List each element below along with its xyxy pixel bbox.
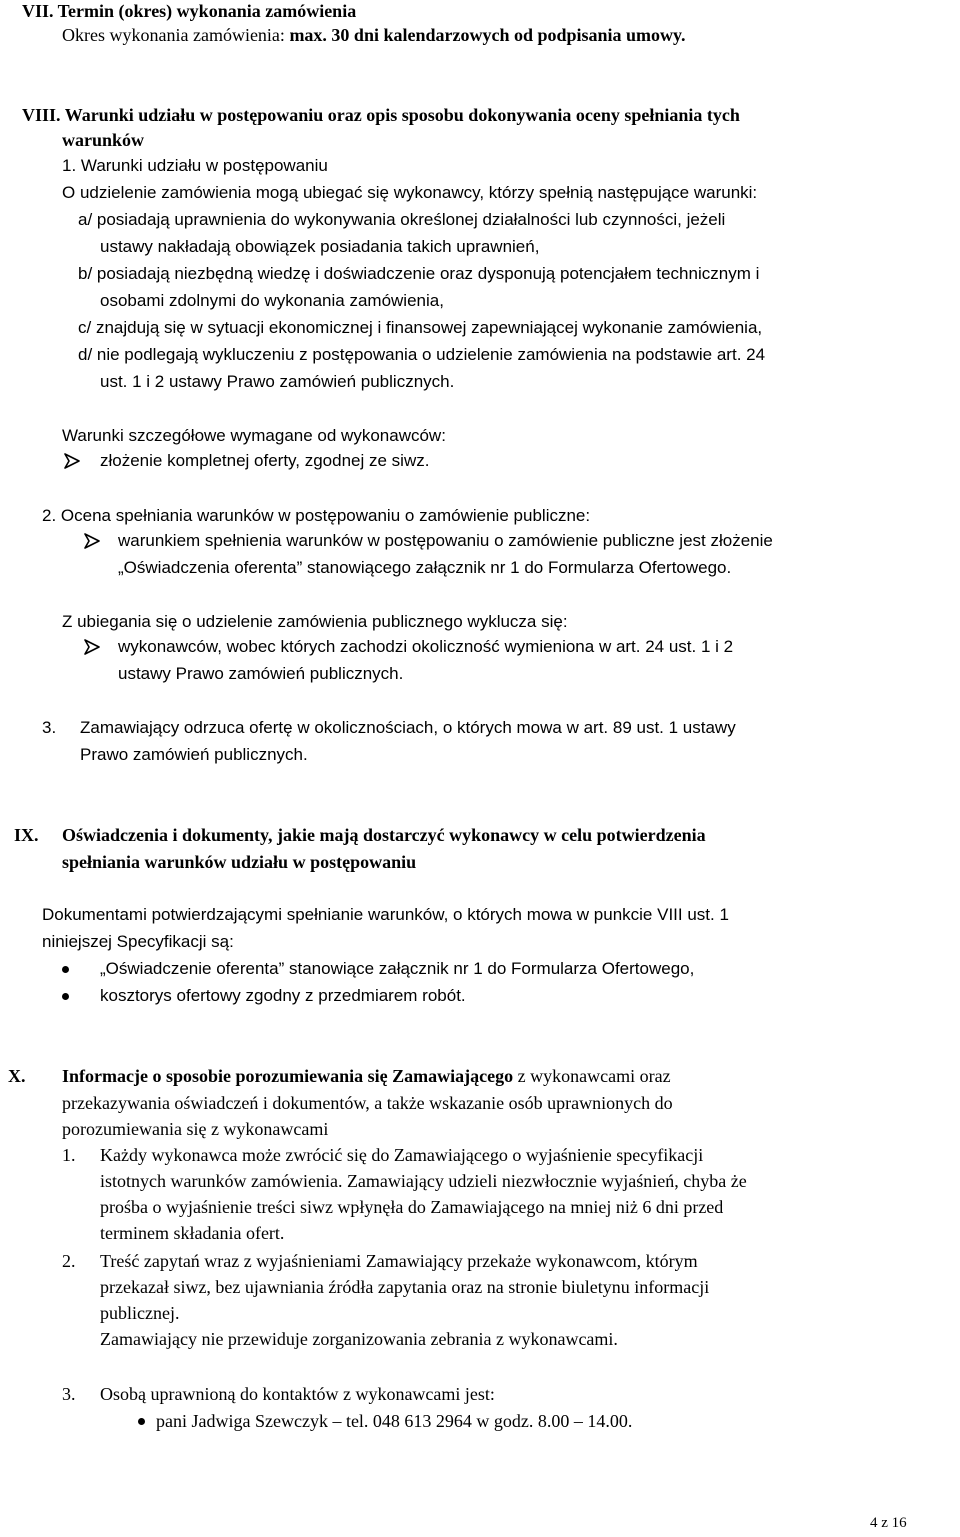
section-vii-line [62, 24, 686, 46]
section-x-number: X. [8, 1066, 26, 1086]
ix-item-1: „Oświadczenie oferenta” stanowiące załącznik nr 1 do Formularza Ofertowego, [100, 959, 695, 978]
page-number: 4 z 16 [870, 1515, 907, 1531]
viii-condition-b-1: b/ posiadają niezbędną wiedzę i doświadczenie oraz dysponują potencjałem technicznym i [78, 264, 760, 283]
section-x-heading-3: porozumiewania się z wykonawcami [62, 1119, 329, 1139]
x-contact: pani Jadwiga Szewczyk – tel. 048 613 2964 w godz. 8.00 – 14.00. [156, 1411, 633, 1431]
viii-point-3-line-1: Zamawiający odrzuca ofertę w okolicznościach, o których mowa w art. 89 ust. 1 ustawy [80, 718, 736, 737]
arrow-bullet-icon [84, 533, 100, 549]
section-x-heading-rest: z wykonawcami oraz [513, 1066, 671, 1086]
ix-text-1: Dokumentami potwierdzającymi spełnianie warunków, o których mowa w punkcie VIII ust. 1 [42, 905, 729, 924]
bullet-icon [62, 993, 69, 1000]
bullet-icon [62, 966, 69, 973]
viii-condition-b-2: osobami zdolnymi do wykonania zamówienia, [100, 291, 444, 310]
x-point-3-text: Osobą uprawnioną do kontaktów z wykonawcami jest: [100, 1384, 495, 1404]
viii-exclusion-item-1: wykonawców, wobec których zachodzi okoliczność wymieniona w art. 24 ust. 1 i 2 [118, 637, 734, 656]
x-point-1-number: 1. [62, 1145, 76, 1165]
x-point-1-line-2: istotnych warunków zamówienia. Zamawiający udzieli niezwłocznie wyjaśnień, chyba że [100, 1171, 747, 1191]
bullet-icon [138, 1418, 145, 1425]
vii-line-value: max. 30 dni kalendarzowych od podpisania umowy. [289, 25, 686, 45]
x-point-2-number: 2. [62, 1251, 76, 1271]
ix-item-2: kosztorys ofertowy zgodny z przedmiarem robót. [100, 986, 466, 1005]
x-point-2-line-3: publicznej. [100, 1303, 180, 1323]
viii-point-1-intro: O udzielenie zamówienia mogą ubiegać się wykonawcy, którzy spełnią następujące warunki: [62, 183, 758, 202]
viii-point-3-number: 3. [42, 718, 57, 737]
section-ix-number: IX. [14, 825, 39, 845]
section-ix-heading-2: spełniania warunków udziału w postępowaniu [62, 852, 417, 872]
viii-point-2-title: 2. Ocena spełniania warunków w postępowaniu o zamówienie publiczne: [42, 506, 591, 525]
viii-condition-d-2: ust. 1 i 2 ustawy Prawo zamówień publicznych. [100, 372, 455, 391]
viii-point-2-item-1: warunkiem spełnienia warunków w postępowaniu o zamówienie publiczne jest złożenie [118, 531, 773, 550]
viii-exclusion-item-2: ustawy Prawo zamówień publicznych. [118, 664, 404, 683]
x-point-1-line-4: terminem składania ofert. [100, 1223, 285, 1243]
x-point-2-line-2: przekazał siwz, bez ujawniania źródła zapytania oraz na stronie biuletynu informacji [100, 1277, 710, 1297]
x-point-1-line-1: Każdy wykonawca może zwrócić się do Zamawiającego o wyjaśnienie specyfikacji [100, 1145, 704, 1165]
section-x-heading-1 [62, 1065, 671, 1087]
section-viii-heading-1: VIII. Warunki udziału w postępowaniu oraz opis sposobu dokonywania oceny spełniania tych [22, 105, 740, 125]
viii-point-1-title: 1. Warunki udziału w postępowaniu [62, 156, 328, 175]
section-viii-heading-2: warunków [62, 130, 145, 150]
viii-condition-c: c/ znajdują się w sytuacji ekonomicznej i finansowej zapewniającej wykonanie zamówienia, [78, 318, 763, 337]
x-point-1-line-3: prośba o wyjaśnienie treści siwz wpłynęła do Zamawiającego na mniej niż 6 dni przed [100, 1197, 724, 1217]
x-point-2-line-4: Zamawiający nie przewiduje zorganizowania zebrania z wykonawcami. [100, 1329, 618, 1349]
viii-condition-a-2: ustawy nakładają obowiązek posiadania takich uprawnień, [100, 237, 540, 256]
arrow-bullet-icon [84, 639, 100, 655]
arrow-bullet-icon [64, 453, 80, 469]
viii-condition-a-1-text: a/ posiadają uprawnienia do wykonywania określonej działalności lub czynności, jeżeli [78, 210, 726, 229]
viii-condition-d-1: d/ nie podlegają wykluczeniu z postępowania o udzielenie zamówienia na podstawie art. 24 [78, 345, 766, 364]
section-x-heading-2: przekazywania oświadczeń i dokumentów, a także wskazanie osób uprawnionych do [62, 1093, 673, 1113]
section-vii-heading: VII. Termin (okres) wykonania zamówienia [22, 1, 357, 21]
viii-point-3-line-2: Prawo zamówień publicznych. [80, 745, 308, 764]
vii-line-label: Okres wykonania zamówienia: [62, 25, 290, 45]
x-point-3-number: 3. [62, 1384, 76, 1404]
section-x-heading-bold: Informacje o sposobie porozumiewania się Zamawiającego [62, 1066, 514, 1086]
viii-point-2-item-2: „Oświadczenia oferenta” stanowiącego załącznik nr 1 do Formularza Ofertowego. [118, 558, 732, 577]
viii-condition-a-1 [78, 209, 956, 231]
viii-detail-title: Warunki szczegółowe wymagane od wykonawców: [62, 426, 446, 445]
viii-detail-item: złożenie kompletnej oferty, zgodnej ze siwz. [100, 451, 430, 470]
x-point-2-line-1: Treść zapytań wraz z wyjaśnieniami Zamawiający przekaże wykonawcom, którym [100, 1251, 698, 1271]
section-ix-heading-1: Oświadczenia i dokumenty, jakie mają dostarczyć wykonawcy w celu potwierdzenia [62, 825, 706, 845]
ix-text-2: niniejszej Specyfikacji są: [42, 932, 234, 951]
viii-exclusion-title: Z ubiegania się o udzielenie zamówienia publicznego wyklucza się: [62, 612, 568, 631]
